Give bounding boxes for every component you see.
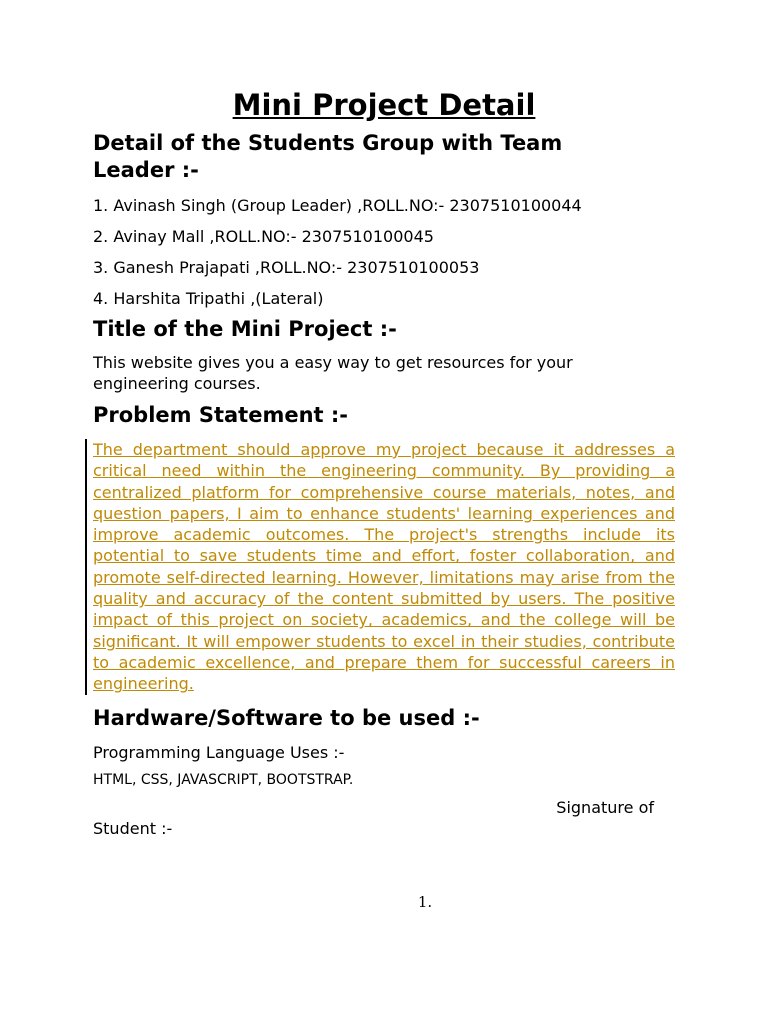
- document-page: [93, 86, 675, 839]
- project-description: [93, 352, 675, 394]
- problem-text: The department should approve my project because it addresses a critical need within the engineering community. By providing a centralized platform for comprehensive course materials, notes, and question papers, I aim to enhance students' learning experiences and improve academic outcomes. The project's strengths include its potential to save students time and effort, foster collaboration, and promote self-directed learning. However, limitations may arise from the quality and accuracy of the content submitted by users. The positive impact of this project on society, academics, and the college will be significant. It will empower students to excel in their studies, contribute to academic excellence, and prepare them for successful careers in engineering.: [93, 440, 675, 694]
- project-description-line1: This website gives you a easy way to get resources for your: [93, 353, 573, 372]
- page-number: 1.: [417, 893, 433, 911]
- problem-block: [93, 439, 675, 695]
- signature-label: Signature of: [556, 797, 654, 817]
- change-bar: [85, 439, 87, 695]
- students-heading: [93, 130, 675, 184]
- project-title-heading: Title of the Mini Project :-: [93, 317, 397, 341]
- project-description-line2: engineering courses.: [93, 374, 261, 393]
- language-label: Programming Language Uses :-: [93, 742, 345, 762]
- language-list: HTML, CSS, JAVASCRIPT, BOOTSTRAP.: [93, 771, 354, 788]
- list-item: 3. Ganesh Prajapati ,ROLL.NO:- 2307510100053: [93, 258, 480, 277]
- members-list: [93, 195, 675, 309]
- students-heading-line1: Detail of the Students Group with Team: [93, 131, 563, 155]
- signature-student: Student :-: [93, 818, 173, 838]
- problem-heading: Problem Statement :-: [93, 403, 348, 427]
- hardware-heading: Hardware/Software to be used :-: [93, 705, 480, 730]
- document-title: Mini Project Detail: [232, 88, 536, 122]
- list-item: 1. Avinash Singh (Group Leader) ,ROLL.NO:- 2307510100044: [93, 196, 582, 215]
- list-item: 4. Harshita Tripathi ,(Lateral): [93, 289, 324, 308]
- students-heading-line2: Leader :-: [93, 158, 199, 182]
- list-item: 2. Avinay Mall ,ROLL.NO:- 2307510100045: [93, 227, 434, 246]
